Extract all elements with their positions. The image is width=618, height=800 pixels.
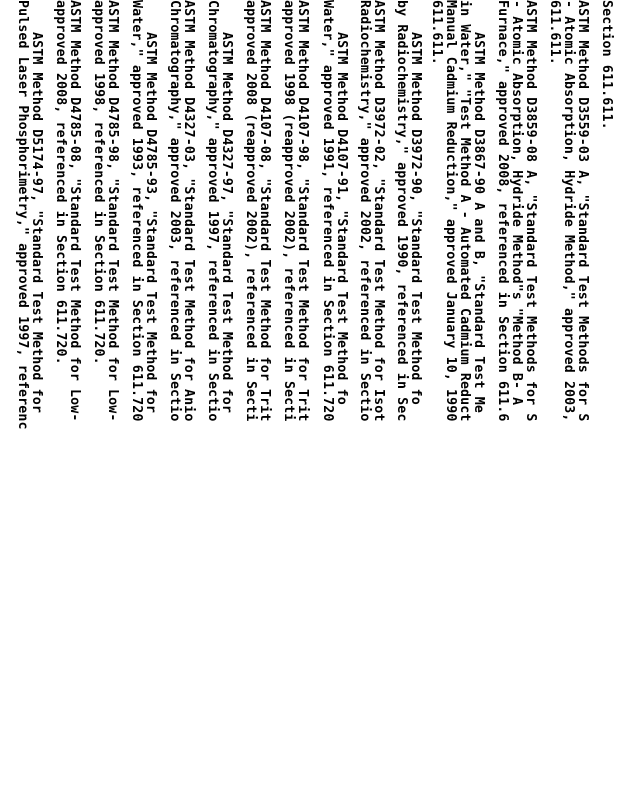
- text-line: - Atomic Absorption, Hydride Method," approved 2003,: [561, 0, 576, 422]
- text-line: approved 2008, referenced in Section 611.720.: [53, 0, 68, 365]
- text-line: ASTM Method D3867-90 A and B, "Standard Test Me: [471, 32, 486, 413]
- text-line: Water," approved 1993, referenced in Section 611.720: [129, 0, 144, 422]
- text-line: 611.611.: [429, 0, 444, 65]
- text-line: ASTM Method D3972-02, "Standard Test Method for Isot: [371, 0, 386, 422]
- text-line: ASTM Method D4785-08, "Standard Test Method for Low-: [67, 0, 82, 422]
- text-line: ASTM Method D4107-91, "Standard Test Method fo: [334, 32, 349, 405]
- text-line: ASTM Method D3559-03 A, "Standard Test Methods for S: [575, 0, 590, 422]
- text-line: ASTM Method D5174-97, "Standard Test Method for: [29, 32, 44, 413]
- text-line: ASTM Method D4785-98, "Standard Test Method for Low-: [105, 0, 120, 422]
- text-line: ASTM Method D3859-08 A, "Standard Test Methods for S: [523, 0, 538, 422]
- text-line: ASTM Method D4327-03, "Standard Test Method for Anio: [181, 0, 196, 422]
- text-line: ASTM Method D3972-90, "Standard Test Method fo: [408, 32, 423, 405]
- text-line: Chromatography," approved 1997, referenced in Sectio: [205, 0, 220, 422]
- text-line: approved 2008 (reapproved 2002), referenced in Secti: [243, 0, 258, 422]
- text-line: ASTM Method D4107-08, "Standard Test Method for Trit: [257, 0, 272, 422]
- text-line: ASTM Method D4327-97, "Standard Test Method for: [219, 32, 234, 413]
- text-line: Furnace," approved 2008, referenced in Section 611.6: [495, 0, 510, 422]
- text-line: Pulsed Laser Phosphorimetry," approved 1997, referenc: [15, 0, 30, 430]
- text-line: ASTM Method D4785-93, "Standard Test Method for: [143, 32, 158, 413]
- text-line: Section 611.611.: [599, 0, 614, 130]
- text-line: approved 1998, referenced in Section 611.720.: [91, 0, 106, 365]
- text-line: Chromatography," approved 2003, referenced in Sectio: [167, 0, 182, 422]
- text-line: 611.611.: [547, 0, 562, 65]
- text-line: approved 1998 (reapproved 2002), referenced in Secti: [281, 0, 296, 422]
- text-line: in Water," "Test Method A - Automated Cadmium Reduct: [457, 0, 472, 422]
- text-line: - Atomic Absorption, Hydride Method"s "Method B- A: [509, 0, 524, 406]
- text-line: ASTM Method D4107-98, "Standard Test Method for Trit: [295, 0, 310, 422]
- text-line: by Radiochemistry," approved 1990, referenced in Sec: [394, 0, 409, 422]
- text-line: Radiochemistry," approved 2002, referenced in Sectio: [357, 0, 372, 422]
- text-line: Water," approved 1991, referenced in Section 611.720: [320, 0, 335, 422]
- text-line: Manual Cadmium Reduction," approved January 10, 1990: [443, 0, 458, 422]
